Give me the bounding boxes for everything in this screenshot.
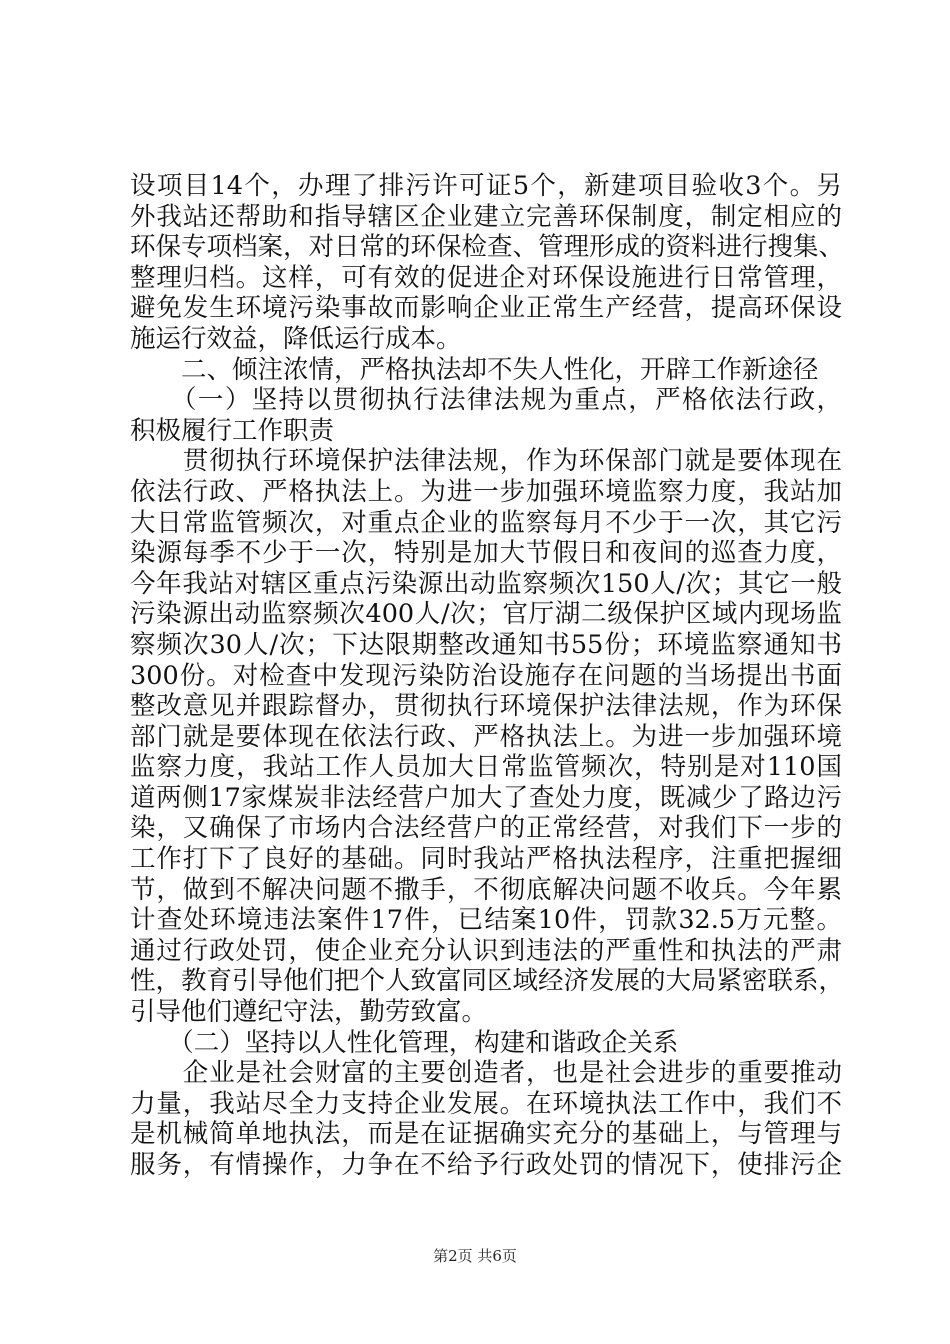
- text-line: 今年我站对辖区重点污染源出动监察频次150人/次；其它一般: [130, 568, 842, 599]
- text-line: 避免发生环境污染事故而影响企业正常生产经营，提高环保设: [130, 293, 842, 324]
- text-line: 贯彻执行环境保护法律法规，作为环保部门就是要体现在: [130, 446, 842, 477]
- text-line: 工作打下了良好的基础。同时我站严格执法程序，注重把握细: [130, 844, 842, 875]
- text-line: 通过行政处罚，使企业充分认识到违法的严重性和执法的严肃: [130, 935, 842, 966]
- text-line: 计查处环境违法案件17件，已结案10件，罚款32.5万元整。: [130, 905, 842, 936]
- text-line: 环保专项档案，对日常的环保检查、管理形成的资料进行搜集、: [130, 232, 845, 263]
- text-line: 积极履行工作职责: [130, 415, 335, 446]
- document-body: [130, 171, 845, 1181]
- text-line: 引导他们遵纪守法，勤劳致富。: [130, 997, 488, 1028]
- text-line: 部门就是要体现在依法行政、严格执法上。为进一步加强环境: [130, 721, 842, 752]
- text-line: 整改意见并跟踪督办，贯彻执行环境保护法律法规，作为环保: [130, 691, 842, 722]
- text-line: 染源每季不少于一次，特别是加大节假日和夜间的巡查力度，: [130, 538, 842, 569]
- text-line: 察频次30人/次；下达限期整改通知书55份；环境监察通知书: [130, 629, 842, 660]
- text-line: 依法行政、严格执法上。为进一步加强环境监察力度，我站加: [130, 476, 842, 507]
- text-line: 节，做到不解决问题不撒手，不彻底解决问题不收兵。今年累: [130, 874, 842, 905]
- text-line: 污染源出动监察频次400人/次；官厅湖二级保护区域内现场监: [130, 599, 842, 630]
- text-line: 施运行效益，降低运行成本。: [130, 323, 462, 354]
- text-line: 大日常监管频次，对重点企业的监察每月不少于一次，其它污: [130, 507, 842, 538]
- text-line: 外我站还帮助和指导辖区企业建立完善环保制度，制定相应的: [130, 201, 842, 232]
- text-line: 企业是社会财富的主要创造者，也是社会进步的重要推动: [130, 1058, 842, 1089]
- text-line: 300份。对检查中发现污染防治设施存在问题的当场提出书面: [130, 660, 842, 691]
- text-line: 是机械简单地执法，而是在证据确实充分的基础上，与管理与: [130, 1119, 842, 1150]
- text-line: 性，教育引导他们把个人致富同区域经济发展的大局紧密联系，: [130, 966, 845, 997]
- text-line: 监察力度，我站工作人员加大日常监管频次，特别是对110国: [130, 752, 842, 783]
- text-line: 设项目14个，办理了排污许可证5个，新建项目验收3个。另: [130, 171, 842, 201]
- page-number: 第2页 共6页: [433, 1247, 517, 1265]
- text-line: （一）坚持以贯彻执行法律法规为重点，严格依法行政，: [130, 385, 842, 416]
- text-line: 二、倾注浓情，严格执法却不失人性化，开辟工作新途径: [130, 354, 819, 385]
- text-line: 力量，我站尽全力支持企业发展。在环境执法工作中，我们不: [130, 1088, 842, 1119]
- text-line: 道两侧17家煤炭非法经营户加大了查处力度，既减少了路边污: [130, 782, 842, 813]
- text-line: （二）坚持以人性化管理，构建和谐政企关系: [130, 1027, 679, 1058]
- text-line: 服务，有情操作，力争在不给予行政处罚的情况下，使排污企: [130, 1150, 842, 1180]
- text-line: 整理归档。这样，可有效的促进企对环保设施进行日常管理，: [130, 262, 842, 293]
- text-line: 染，又确保了市场内合法经营户的正常经营，对我们下一步的: [130, 813, 842, 844]
